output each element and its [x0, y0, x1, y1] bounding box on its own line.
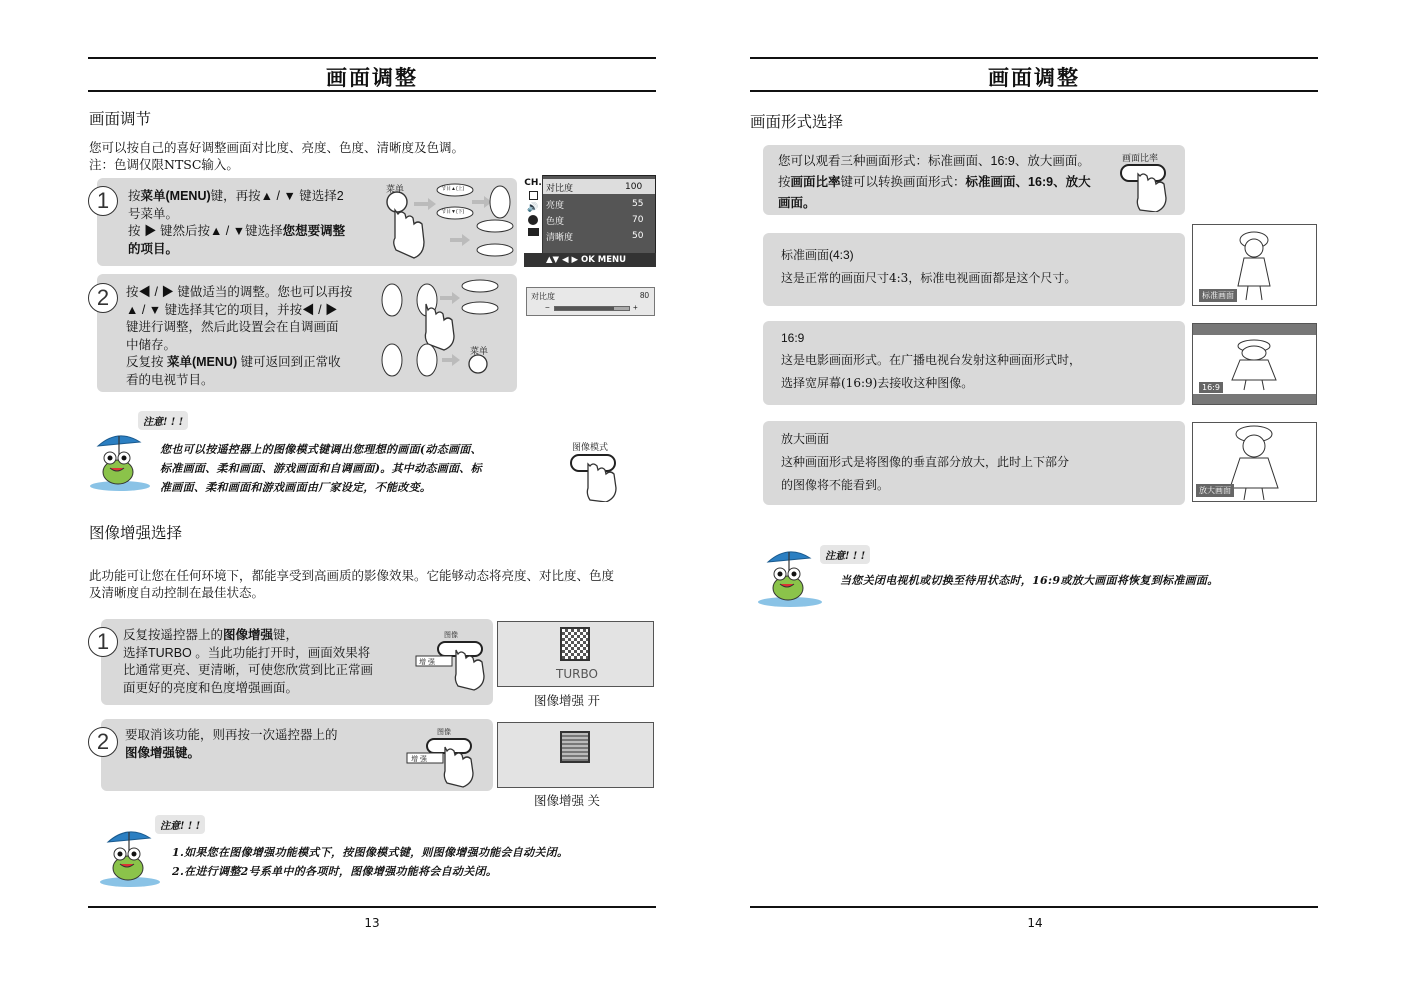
tv-pattern-icon	[560, 731, 590, 763]
title-rule	[750, 90, 1318, 92]
section-heading: 画面调节	[89, 110, 152, 128]
aspect-ratio-button-label: 画面比率	[1122, 153, 1159, 163]
format-label: 标准画面	[1199, 289, 1237, 302]
intro-note: 注：色调仅限NTSC输入。	[89, 157, 239, 172]
channel-down-label: 节目▼(下)	[441, 209, 465, 215]
girl-figure-icon	[1222, 338, 1286, 392]
step-number: 2	[88, 283, 118, 313]
osd-icon-bar	[524, 175, 543, 254]
caption: 图像增强 开	[534, 694, 600, 708]
slider-label: 对比度	[531, 292, 555, 301]
step-instructions: 按◀ / ▶ 键做适当的调整。您也可以再按 ▲ / ▼ 键选择其它的项目，并按◀ / ▶ 键进行调整，然后此设置会在自调画面 中储存。 反复按 菜单(MENU) 键可返回到正常收 看的电视节目。	[126, 285, 353, 387]
frog-mascot-icon	[88, 430, 158, 492]
note-tag: 注意! ! !	[138, 411, 188, 430]
slider-minus-icon: −	[545, 303, 550, 312]
step-instructions: 反复按遥控器上的图像增强键， 选择TURBO 。当此功能打开时，画面效果将 比通常更亮、更清晰，可使您欣赏到比正常画 面更好的亮度和色度增强画面。	[123, 628, 374, 695]
osd-item-value: 50	[632, 231, 644, 241]
section-heading: 图像增强选择	[89, 524, 183, 542]
top-rule	[88, 57, 656, 59]
note-text: 1.如果您在图像增强功能模式下，按图像模式键，则图像增强功能会自动关闭。 2.在进行调整2号系单中的各项时，图像增强功能将会自动关闭。	[172, 846, 569, 878]
intro-text: 及清晰度自动控制在最佳状态。	[89, 585, 265, 600]
picture-mode-button-icon	[568, 452, 624, 502]
osd-item-value: 100	[625, 182, 643, 192]
letterbox-bar	[1193, 394, 1316, 404]
intro-text: 您可以观看三种画面形式：标准画面、16:9、放大画面。 按画面比率键可以转换画面形式：标准画面、16:9、放大 画面。	[778, 154, 1091, 210]
note-tag: 注意! ! !	[155, 815, 205, 834]
step-instructions: 要取消该功能，则再按一次遥控器上的 图像增强键。	[125, 728, 338, 760]
menu-button-label: 菜单	[470, 346, 489, 356]
clock-icon	[528, 215, 538, 225]
section-heading: 画面形式选择	[750, 113, 844, 131]
slider-fill	[555, 307, 614, 310]
step-instructions: 按菜单(MENU)键，再按▲ / ▼ 键选择2 号菜单。 按 ▶ 键然后按▲ / ▼键选择您想要调整 的项目。	[128, 189, 346, 256]
format-desc: 的图像将不能看到。	[781, 478, 890, 492]
osd-item-value: 55	[632, 199, 644, 209]
format-title: 16:9	[781, 331, 805, 345]
page-title: 画面调整	[326, 66, 418, 90]
channel-icon: CH.	[524, 178, 542, 188]
picture-icon	[529, 191, 538, 200]
slider-value: 80	[640, 291, 649, 300]
osd-item-label: 对比度	[546, 184, 574, 194]
title-rule	[88, 90, 656, 92]
remote-buttons-illustration	[380, 278, 520, 388]
enhance-button-label: 图像	[437, 729, 451, 736]
lock-icon	[528, 228, 539, 236]
intro-text: 您可以按自己的喜好调整画面对比度、亮度、色度、清晰度及色调。	[89, 140, 465, 155]
osd-item-label: 亮度	[546, 201, 565, 211]
tv-pattern-icon	[560, 627, 590, 661]
osd-item-value: 70	[632, 215, 644, 225]
sound-icon: 🔊	[527, 203, 539, 213]
format-label: 16:9	[1199, 382, 1223, 393]
top-rule	[750, 57, 1318, 59]
note-text: 您也可以按遥控器上的图像模式键调出您理想的画面(动态画面、 标准画面、柔和画面、游戏画面和自调画面)。其中动态画面、标 准画面、柔和画面和游戏画面由厂家设定，不能改变。	[160, 443, 482, 494]
frog-mascot-icon	[98, 826, 168, 888]
step-number: 1	[88, 186, 118, 216]
format-title: 标准画面(4:3)	[781, 248, 854, 262]
osd-item-label: 清晰度	[546, 233, 574, 243]
intro-text: 此功能可让您在任何环境下，都能享受到高画质的影像效果。它能够动态将亮度、对比度、色度	[89, 568, 615, 583]
slider-plus-icon: +	[633, 303, 638, 312]
aspect-ratio-button-icon	[1118, 162, 1174, 212]
note-tag: 注意! ! !	[820, 545, 870, 564]
format-desc: 这是正常的画面尺寸4:3，标准电视画面都是这个尺寸。	[781, 271, 1077, 285]
channel-up-label: 节目▲(上)	[441, 186, 465, 192]
frog-mascot-icon	[756, 544, 826, 608]
format-title: 放大画面	[781, 432, 830, 446]
page-title: 画面调整	[988, 66, 1080, 90]
turbo-label: TURBO	[556, 667, 598, 681]
osd-item-label: 色度	[546, 217, 565, 227]
caption: 图像增强 关	[534, 794, 600, 808]
slider-track[interactable]	[554, 306, 630, 311]
format-desc: 这种画面形式是将图像的垂直部分放大，此时上下部分	[781, 455, 1070, 469]
letterbox-bar	[1193, 324, 1316, 335]
enhance-button-sublabel: 增 强	[419, 659, 435, 666]
page-number: 13	[364, 916, 380, 930]
enhance-button-sublabel: 增 强	[411, 756, 427, 763]
osd-footer-keys: ▲▼ ◀ ▶ OK MENU	[546, 255, 627, 265]
step-number: 2	[88, 727, 118, 757]
menu-button-label: 菜单	[386, 184, 405, 194]
picture-mode-button-label: 图像模式	[572, 442, 609, 452]
enhance-button-label: 图像	[444, 632, 458, 639]
bottom-rule	[88, 906, 656, 908]
page-number: 14	[1027, 916, 1043, 930]
format-label: 放大画面	[1196, 484, 1234, 497]
step-number: 1	[88, 627, 118, 657]
format-desc: 这是电影画面形式。在广播电视台发射这种画面形式时，	[781, 353, 1082, 367]
format-desc: 选择宽屏幕(16:9)去接收这种图像。	[781, 376, 974, 390]
bottom-rule	[750, 906, 1318, 908]
note-text: 当您关闭电视机或切换至待用状态时，16:9或放大画面将恢复到标准画面。	[840, 574, 1219, 587]
